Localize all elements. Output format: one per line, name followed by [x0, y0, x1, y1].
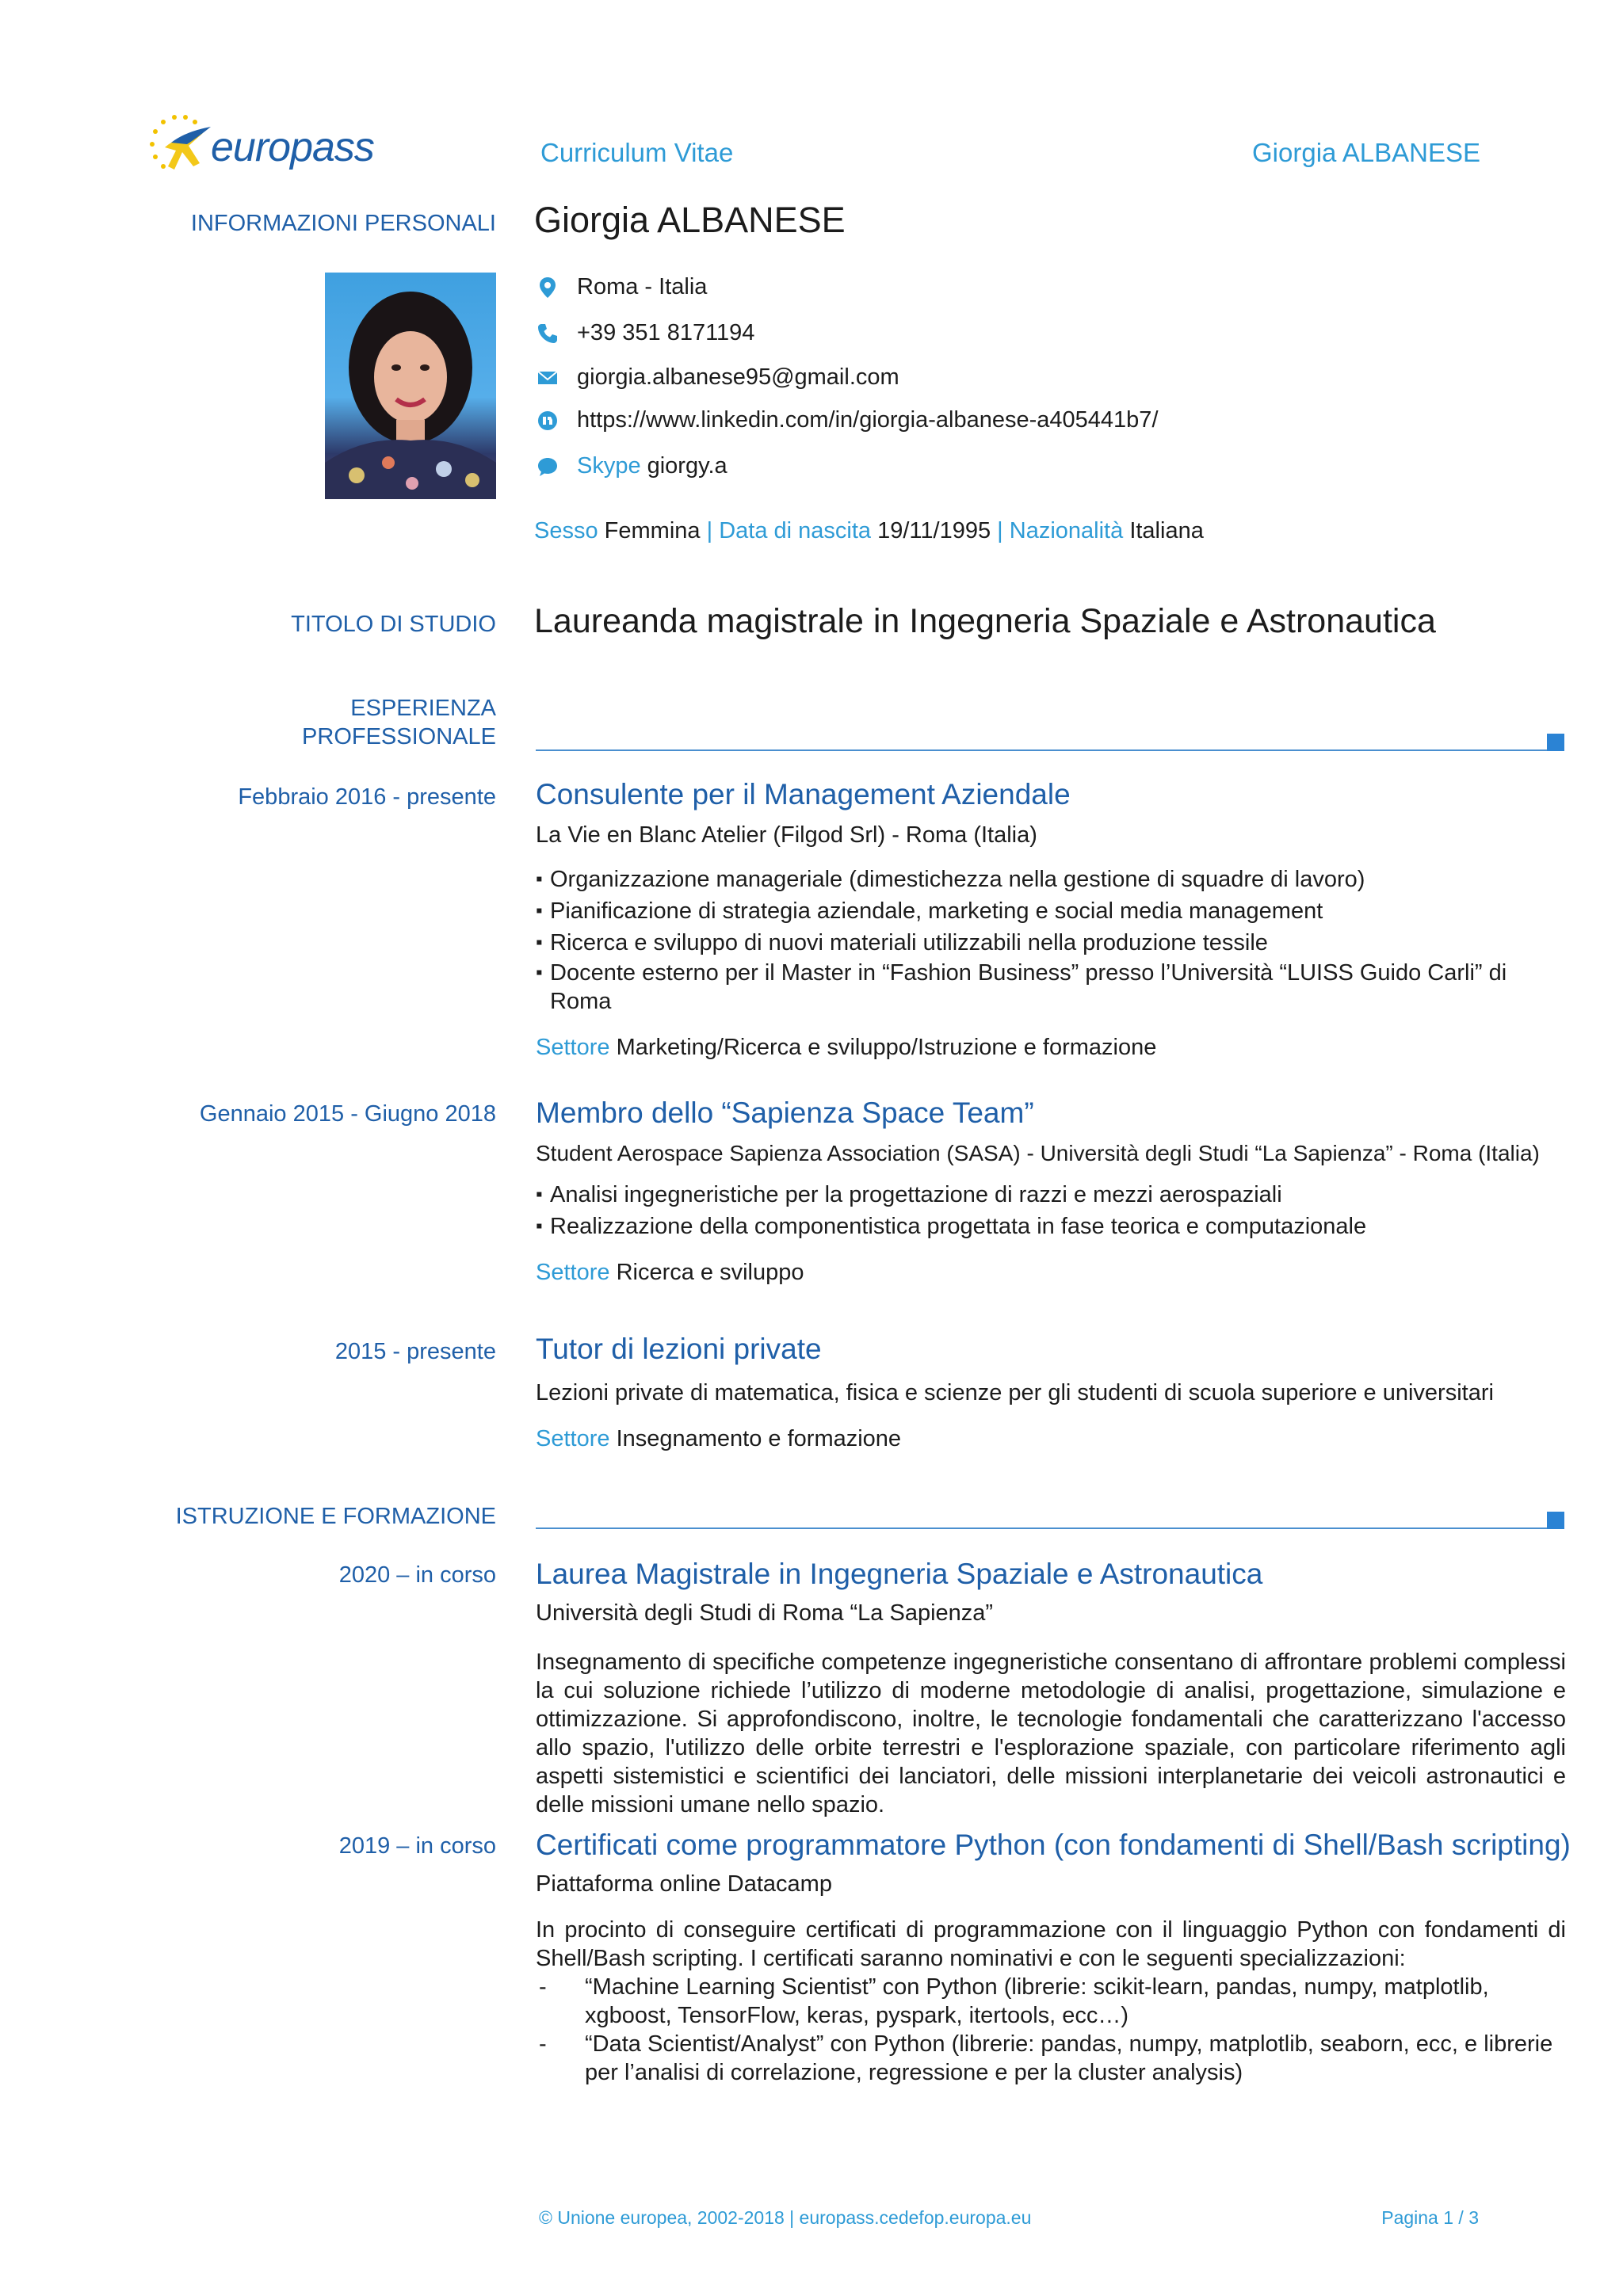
job-title: Tutor di lezioni private	[536, 1333, 822, 1365]
contact-phone	[536, 320, 754, 346]
birth-value: 19/11/1995	[877, 518, 991, 543]
web-icon	[536, 409, 559, 433]
sector-value: Marketing/Ricerca e sviluppo/Istruzione e formazione	[616, 1035, 1157, 1060]
job-org: Student Aerospace Sapienza Association (SASA) - Università degli Studi “La Sapienza” - Roma (Italia)	[536, 1141, 1540, 1165]
istruzione-rule-marker	[1547, 1512, 1564, 1529]
footer-copyright: © Unione europea, 2002-2018 | europass.cedefop.europa.eu	[539, 2207, 1032, 2228]
contact-web	[536, 407, 1159, 433]
esperienza-label-1: ESPERIENZA	[350, 696, 496, 721]
phone-icon	[536, 322, 559, 345]
footer-page-number: Pagina 1 / 3	[1381, 2207, 1479, 2228]
job-sector	[536, 1260, 804, 1286]
list-item: ▪ Analisi ingegneristiche per la progettazione di razzi e mezzi aerospaziali	[536, 1179, 1534, 1211]
edu-description: Insegnamento di specifiche competenze ingegneristiche consentano di affrontare problemi complessi la cui soluzione richiede l’utilizzo di moderne metodologie di analisi, progettazione, simulazione e ottimizzazione. Si approfondiscono, inoltre, le tecnologie fondamentali che caratterizzano l'accesso allo spazio, l'utilizzo delle orbite terrestri e l'esplorazione spaziale, con particolare riferimento agli aspetti sistemistici e scientifici dei lanciatori, delle missioni interplanetarie dei veicoli astronautici e delle missioni umane nello spazio.	[536, 1650, 1566, 1817]
sex-value: Femmina	[604, 518, 701, 543]
skype-icon	[536, 455, 559, 479]
list-item: - “Data Scientist/Analyst” con Python (librerie: pandas, numpy, matplotlib, seaborn, ecc, e librerie per l’analisi di correlazione, regressione e per la cluster analysis)	[536, 2030, 1566, 2087]
list-item: ▪ Pianificazione di strategia aziendale, marketing e social media management	[536, 895, 1534, 927]
nationality-label: Nazionalità	[1009, 518, 1124, 543]
full-name: Giorgia ALBANESE	[534, 200, 846, 240]
job-title: Membro dello “Sapienza Space Team”	[536, 1097, 1034, 1129]
job-org: Lezioni private di matematica, fisica e scienze per gli studenti di scuola superiore e universitari	[536, 1380, 1494, 1405]
list-item: ▪ Docente esterno per il Master in “Fashion Business” presso l’Università “LUISS Guido Carli” di Roma	[536, 959, 1534, 1016]
istruzione-rule	[536, 1527, 1549, 1529]
separator: |	[706, 518, 713, 543]
email-link[interactable]: giorgia.albanese95@gmail.com	[577, 364, 899, 390]
linkedin-link[interactable]: https://www.linkedin.com/in/giorgia-albanese-a405441b7/	[577, 407, 1159, 433]
edu-date: 2020 – in corso	[338, 1562, 496, 1588]
esperienza-rule	[536, 749, 1549, 751]
job-date: 2015 - presente	[334, 1339, 496, 1364]
sector-label: Settore	[536, 1426, 610, 1451]
location-text: Roma - Italia	[577, 274, 708, 299]
personal-details-line	[534, 518, 1204, 544]
job-date: Gennaio 2015 - Giugno 2018	[199, 1101, 496, 1127]
job-bullets	[536, 864, 1534, 1016]
sector-label: Settore	[536, 1260, 610, 1285]
sector-label: Settore	[536, 1035, 610, 1060]
skype-handle: giorgy.a	[647, 453, 727, 479]
location-icon	[536, 276, 559, 299]
personal-info-label: INFORMAZIONI PERSONALI	[190, 211, 496, 236]
edu-title: Laurea Magistrale in Ingegneria Spaziale e Astronautica	[536, 1558, 1263, 1590]
contact-location	[536, 274, 707, 300]
esperienza-rule-marker	[1547, 734, 1564, 751]
header-name: Giorgia ALBANESE	[1252, 138, 1480, 167]
edu-description: In procinto di conseguire certificati di programmazione con il linguaggio Python con fondamenti di Shell/Bash scripting. I certificati saranno nominativi e con le seguenti specializzazioni:	[536, 1917, 1566, 1971]
edu-specializations	[536, 1973, 1566, 2087]
contact-skype	[536, 453, 727, 479]
nationality-value: Italiana	[1129, 518, 1204, 543]
sector-value: Insegnamento e formazione	[616, 1426, 902, 1451]
edu-date: 2019 – in corso	[338, 1833, 496, 1859]
contact-email	[536, 364, 899, 391]
job-bullets	[536, 1179, 1534, 1242]
skype-label: Skype	[577, 453, 641, 479]
list-item: - “Machine Learning Scientist” con Python (librerie: scikit-learn, pandas, numpy, matplotlib, xgboost, TensorFlow, keras, pyspark, itertools, ecc…)	[536, 1973, 1566, 2030]
job-date: Febbraio 2016 - presente	[238, 784, 496, 810]
job-title: Consulente per il Management Aziendale	[536, 778, 1071, 810]
europass-logo-icon	[147, 111, 219, 182]
separator: |	[997, 518, 1003, 543]
titolo-label: TITOLO DI STUDIO	[291, 612, 496, 637]
istruzione-label: ISTRUZIONE E FORMAZIONE	[175, 1504, 496, 1529]
list-item: ▪ Realizzazione della componentistica progettata in fase teorica e computazionale	[536, 1211, 1534, 1242]
job-sector	[536, 1426, 901, 1452]
sex-label: Sesso	[534, 518, 598, 543]
europass-logo	[147, 111, 374, 182]
job-org: La Vie en Blanc Atelier (Filgod Srl) - Roma (Italia)	[536, 822, 1037, 848]
birth-label: Data di nascita	[719, 518, 872, 543]
sector-value: Ricerca e sviluppo	[616, 1260, 804, 1285]
titolo-value: Laureanda magistrale in Ingegneria Spaziale e Astronautica	[534, 602, 1436, 640]
logo-text: europass	[211, 124, 374, 170]
esperienza-label-2: PROFESSIONALE	[302, 724, 496, 749]
email-icon	[536, 366, 559, 390]
list-item: ▪ Organizzazione manageriale (dimestichezza nella gestione di squadre di lavoro)	[536, 864, 1534, 895]
edu-org: Piattaforma online Datacamp	[536, 1871, 832, 1897]
edu-title: Certificati come programmatore Python (con fondamenti di Shell/Bash scripting)	[536, 1829, 1571, 1861]
job-sector	[536, 1035, 1156, 1061]
phone-text: +39 351 8171194	[577, 320, 755, 345]
list-item: ▪ Ricerca e sviluppo di nuovi materiali utilizzabili nella produzione tessile	[536, 927, 1534, 959]
cv-title: Curriculum Vitae	[540, 138, 734, 167]
profile-photo	[325, 273, 496, 499]
edu-org: Università degli Studi di Roma “La Sapienza”	[536, 1600, 994, 1626]
